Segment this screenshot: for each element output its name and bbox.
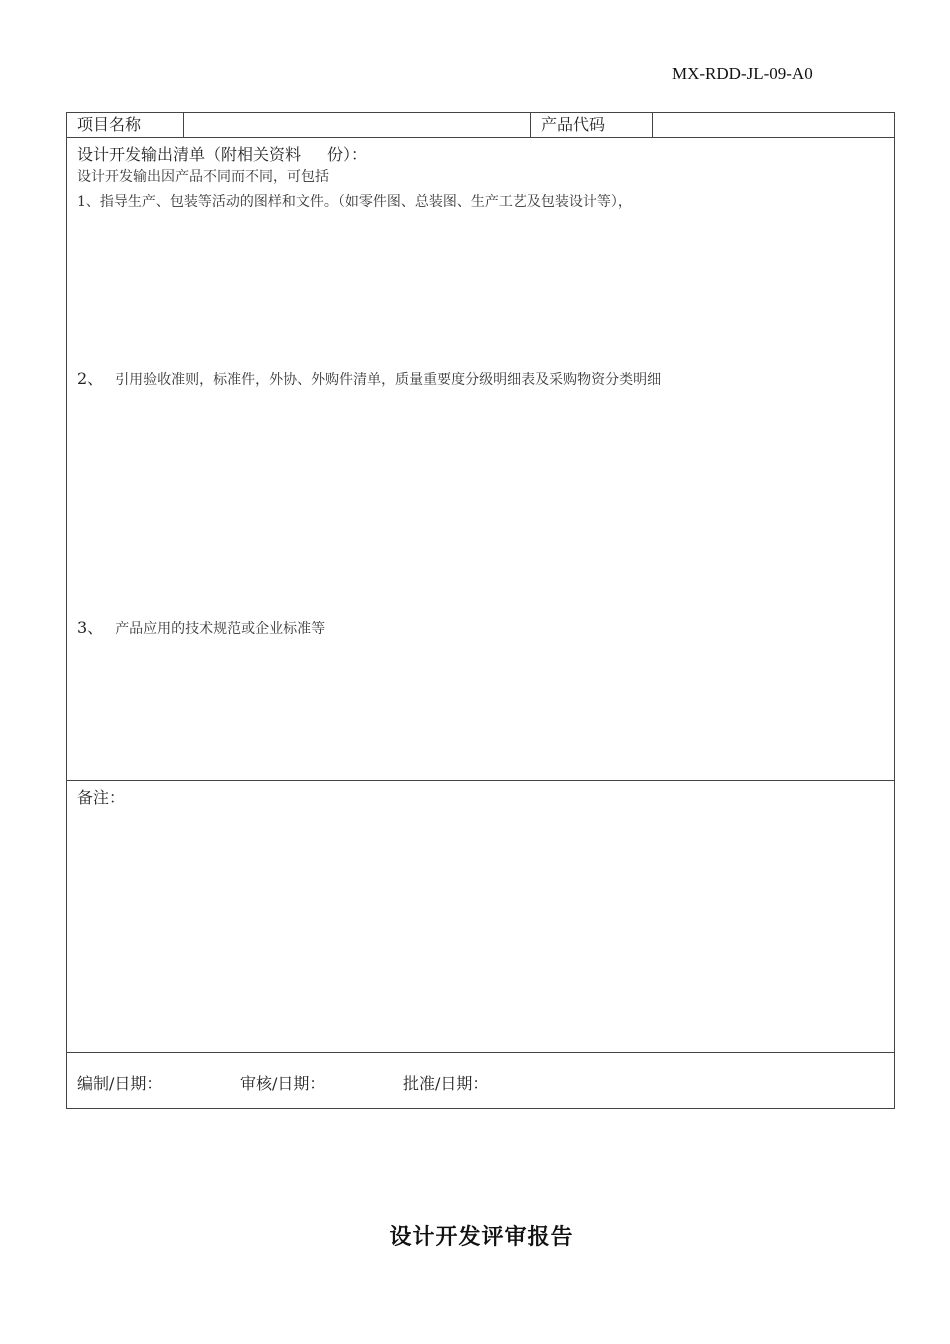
output-item-3 bbox=[77, 615, 325, 638]
item-2-number: 2、 bbox=[77, 369, 104, 388]
item-3-text: 产品应用的技术规范或企业标准等 bbox=[115, 621, 326, 637]
output-list-form bbox=[66, 112, 895, 1109]
output-item-1: 1、指导生产、包装等活动的图样和文件。（如零件图、总装图、生产工艺及包装设计等）， bbox=[77, 194, 632, 210]
remarks-label: 备注： bbox=[77, 788, 126, 807]
project-name-field[interactable] bbox=[184, 113, 531, 137]
product-code-label: 产品代码 bbox=[531, 113, 653, 137]
output-item-2 bbox=[77, 366, 661, 389]
output-intro: 设计开发输出因产品不同而不同，可包括 bbox=[77, 169, 329, 185]
output-list-section bbox=[67, 138, 894, 781]
heading-suffix: 份）： bbox=[327, 145, 368, 164]
prepared-date-label: 编制/日期： bbox=[77, 1074, 163, 1093]
remarks-section[interactable] bbox=[67, 781, 894, 1053]
product-code-field[interactable] bbox=[653, 113, 896, 137]
header-row bbox=[67, 113, 894, 138]
signature-row bbox=[67, 1053, 894, 1109]
item-3-number: 3、 bbox=[77, 618, 104, 637]
doc-code: MX-RDD-JL-09-A0 bbox=[672, 64, 813, 83]
approved-date-label: 批准/日期： bbox=[403, 1074, 489, 1093]
reviewed-date-label: 审核/日期： bbox=[240, 1074, 326, 1093]
output-list-heading bbox=[77, 142, 367, 165]
report-title: 设计开发评审报告 bbox=[389, 1224, 574, 1250]
heading-prefix: 设计开发输出清单（附相关资料 bbox=[77, 145, 302, 164]
item-2-text: 引用验收准则，标准件，外协、外购件清单，质量重要度分级明细表及采购物资分类明细 bbox=[115, 372, 662, 388]
project-name-label: 项目名称 bbox=[67, 113, 184, 137]
